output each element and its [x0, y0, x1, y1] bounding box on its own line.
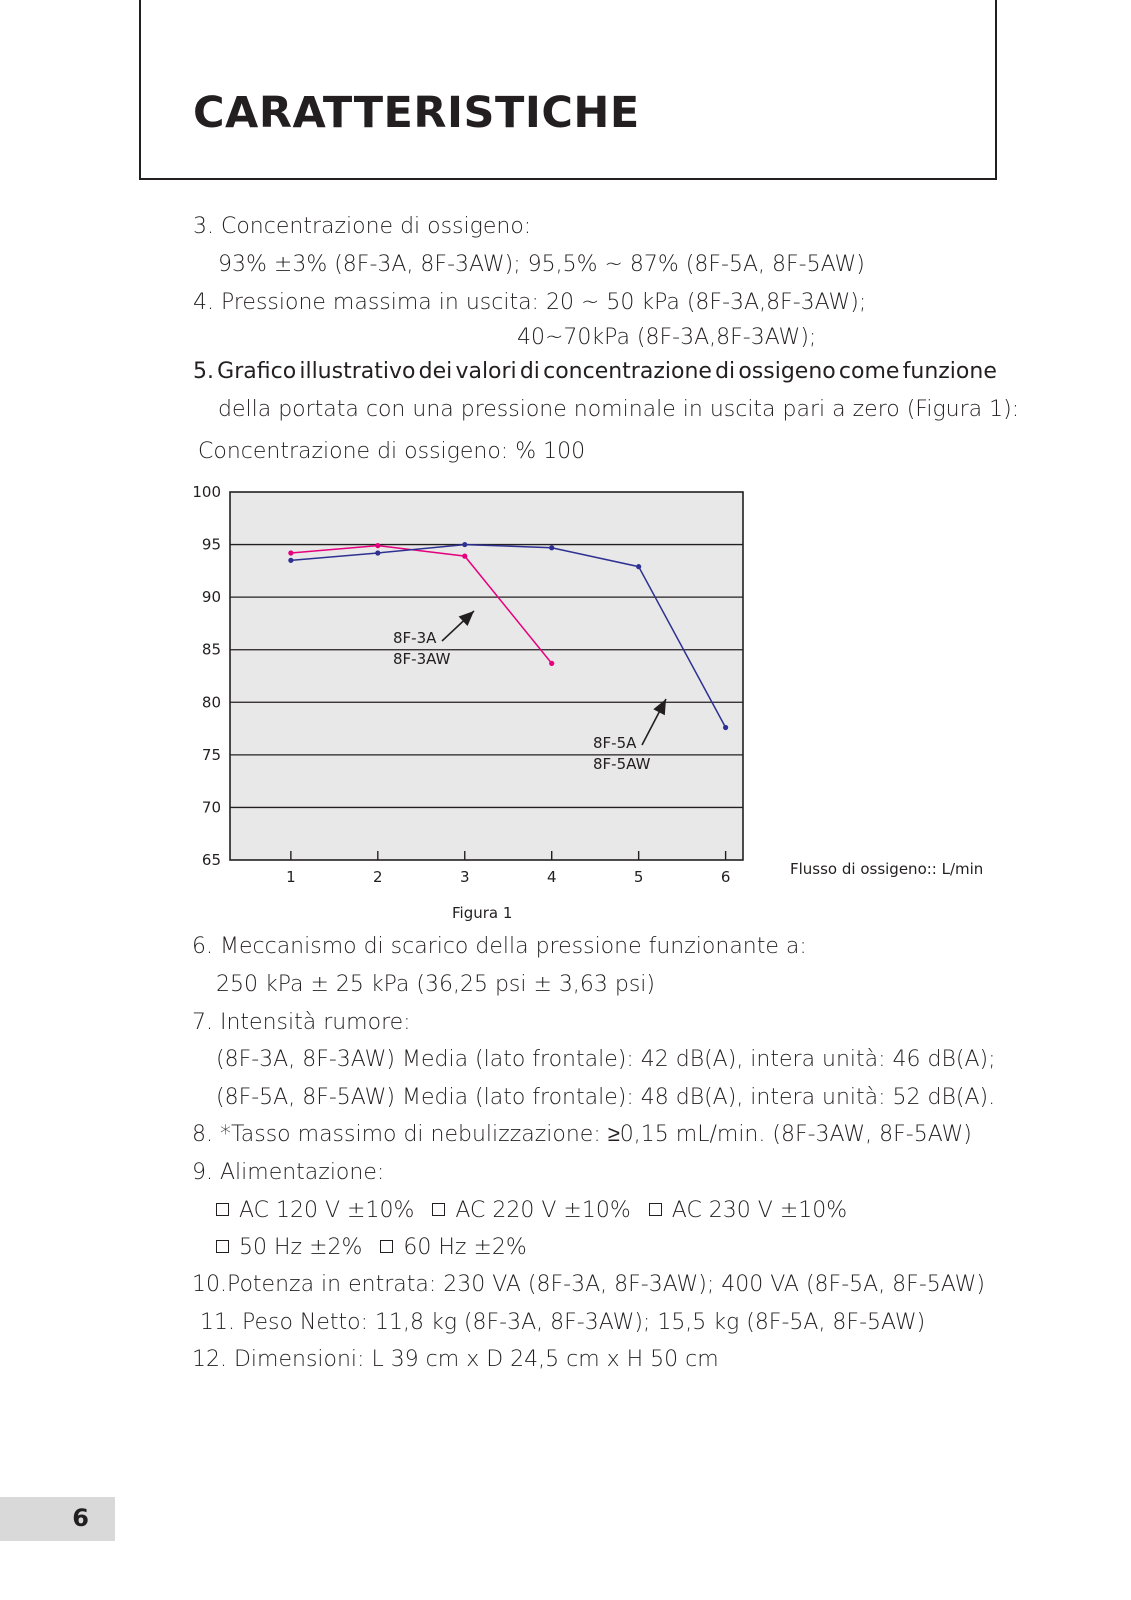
item-4-value: 40~70kPa (8F-3A,8F-3AW); — [517, 325, 817, 350]
item-5-line-2: della portata con una pressione nominale in uscita pari a zero (Figura 1): — [218, 397, 1020, 422]
item-5-word: come — [838, 359, 900, 384]
item-5-word: di — [519, 359, 540, 384]
item-9-label: 9. Alimentazione: — [192, 1160, 385, 1185]
series-label: 8F-3AW — [393, 650, 451, 668]
item-5-word: Grafico — [217, 359, 297, 384]
checkbox-icon — [649, 1203, 662, 1216]
chart-heading: Concentrazione di ossigeno: % 100 — [198, 439, 586, 464]
y-tick-label: 100 — [192, 483, 221, 501]
item-7-label: 7. Intensità rumore: — [192, 1010, 411, 1035]
x-tick-label: 6 — [720, 868, 731, 886]
x-tick-label: 1 — [286, 868, 296, 886]
y-tick-label: 90 — [201, 588, 221, 607]
frequency-option — [380, 1235, 526, 1260]
data-point — [375, 543, 380, 548]
data-point — [288, 550, 293, 555]
item-3-value: 93% ±3% (8F-3A, 8F-3AW); 95,5% ~ 87% (8F-5A, 8F-5AW) — [218, 252, 865, 277]
voltage-option — [432, 1198, 630, 1223]
checkbox-icon — [380, 1240, 393, 1253]
item-6-label: 6. Meccanismo di scarico della pressione funzionante a: — [192, 934, 807, 959]
voltage-option — [216, 1198, 414, 1223]
data-point — [636, 564, 641, 569]
item-3-label: 3. Concentrazione di ossigeno: — [193, 214, 532, 239]
data-point — [549, 661, 554, 666]
data-point — [288, 558, 293, 563]
item-5-word: 5. — [193, 359, 214, 384]
item-12: 12. Dimensioni: L 39 cm x D 24,5 cm x H 50 cm — [192, 1347, 719, 1372]
series-label: 8F-5AW — [593, 755, 651, 773]
item-8: 8. *Tasso massimo di nebulizzazione: ≥0,15 mL/min. (8F-3AW, 8F-5AW) — [192, 1122, 972, 1147]
item-11: 11. Peso Netto: 11,8 kg (8F-3A, 8F-3AW); 15,5 kg (8F-5A, 8F-5AW) — [200, 1310, 926, 1335]
data-point — [462, 542, 467, 547]
checkbox-icon — [216, 1240, 229, 1253]
item-7-line-1: (8F-3A, 8F-3AW) Media (lato frontale): 42 dB(A), intera unità: 46 dB(A); — [216, 1047, 996, 1072]
x-axis-unit-label: Flusso di ossigeno:: L/min — [790, 860, 984, 878]
item-6-value: 250 kPa ± 25 kPa (36,25 psi ± 3,63 psi) — [216, 972, 656, 997]
x-tick-label: 5 — [633, 868, 644, 886]
series-label: 8F-5A — [593, 734, 637, 752]
item-10: 10.Potenza in entrata: 230 VA (8F-3A, 8F-3AW); 400 VA (8F-5A, 8F-5AW) — [192, 1272, 985, 1297]
voltage-option — [649, 1198, 847, 1223]
item-5-word: funzione — [902, 359, 997, 384]
item-4-label: 4. Pressione massima in uscita: 20 ~ 50 kPa (8F-3A,8F-3AW); — [193, 290, 867, 315]
y-tick-label: 95 — [201, 535, 221, 554]
y-tick-label: 85 — [201, 640, 221, 659]
page-title: CARATTERISTICHE — [193, 88, 640, 138]
plot-area — [230, 492, 743, 860]
frequency-options — [216, 1237, 545, 1259]
x-tick-label: 4 — [546, 868, 557, 886]
frequency-option-label: 50 Hz ±2% — [239, 1235, 363, 1260]
y-tick-label: 65 — [201, 851, 221, 869]
frequency-option-label: 60 Hz ±2% — [403, 1235, 527, 1260]
voltage-options — [216, 1200, 865, 1222]
item-5-word: di — [715, 359, 736, 384]
page-number: 6 — [72, 1504, 89, 1532]
frequency-option — [216, 1235, 362, 1260]
data-point — [549, 545, 554, 550]
series-label: 8F-3A — [393, 629, 437, 647]
item-5-word: concentrazione — [543, 359, 712, 384]
data-point — [375, 550, 380, 555]
data-point — [723, 725, 728, 730]
voltage-option-label: AC 220 V ±10% — [455, 1198, 631, 1223]
x-tick-label: 3 — [459, 868, 470, 886]
item-7-line-2: (8F-5A, 8F-5AW) Media (lato frontale): 48 dB(A), intera unità: 52 dB(A). — [216, 1085, 996, 1110]
y-tick-label: 75 — [201, 745, 221, 764]
y-tick-label: 70 — [201, 798, 221, 817]
item-5-word: dei — [418, 359, 453, 384]
page-number-box — [0, 1497, 115, 1541]
y-tick-label: 80 — [201, 693, 221, 712]
x-tick-label: 2 — [373, 868, 383, 886]
checkbox-icon — [432, 1203, 445, 1216]
item-5-word: ossigeno — [738, 359, 836, 384]
checkbox-icon — [216, 1203, 229, 1216]
item-5-word: illustrativo — [299, 359, 416, 384]
voltage-option-label: AC 120 V ±10% — [239, 1198, 415, 1223]
figure-caption: Figura 1 — [452, 904, 513, 922]
voltage-option-label: AC 230 V ±10% — [671, 1198, 848, 1223]
item-5-word: valori — [455, 359, 517, 384]
data-point — [462, 554, 467, 559]
